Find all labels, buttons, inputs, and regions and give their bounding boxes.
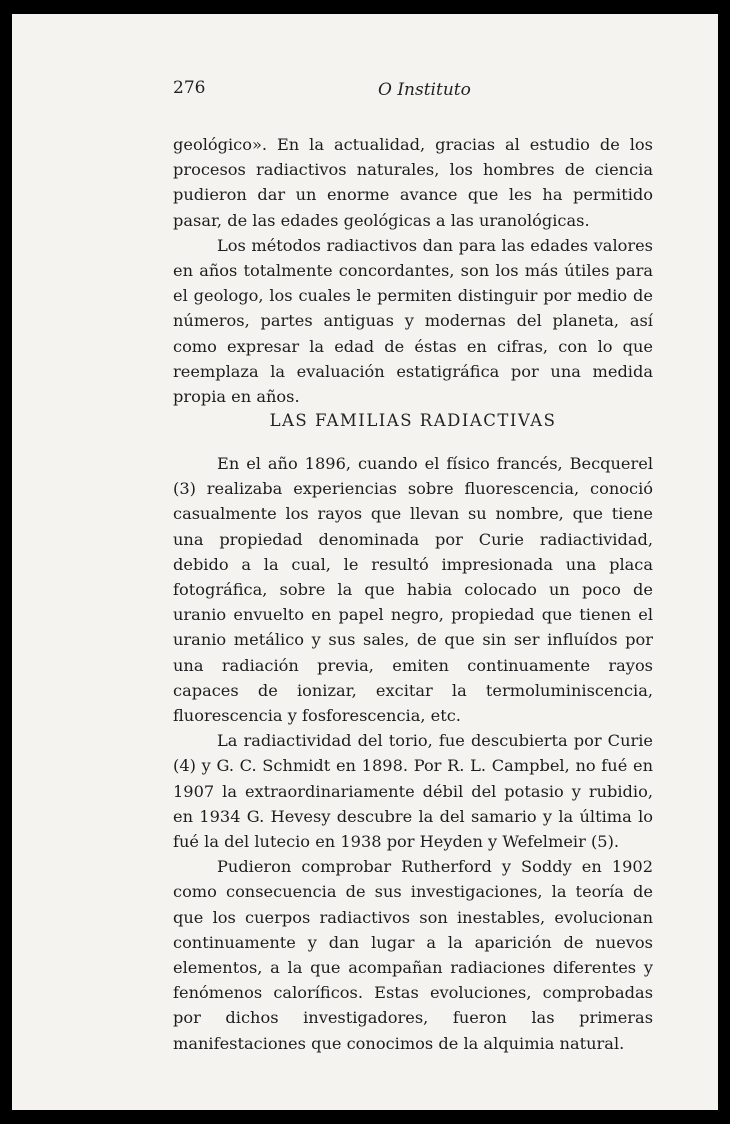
section-title: LAS FAMILIAS RADIACTIVAS xyxy=(269,411,557,430)
intro-text xyxy=(173,132,653,409)
paragraph: geológico». En la actualidad, gracias al estudio de los procesos radiactivos naturales, los hombres de ciencia pudieron dar un enorme avance que les ha permitido pasar, de las edades geológicas a las uranológicas. xyxy=(173,135,653,230)
paragraph: Los métodos radiactivos dan para las edades valores en años totalmente concordantes, son los más útiles para el geologo, los cuales le permiten distinguir por medio de números, partes antiguas y modernas del planeta, así como expresar la edad de éstas en cifras, con lo que reemplaza la evaluación estatigráfica por una medida propia en años. xyxy=(173,235,653,407)
section-text xyxy=(173,451,653,1056)
journal-title: O Instituto xyxy=(378,80,471,100)
scanned-page xyxy=(12,14,718,1110)
paragraph: En el año 1896, cuando el físico francés, Becquerel (3) realizaba experiencias sobre fluorescencia, conoció casualmente los rayos que llevan su nombre, que tiene una propiedad denominada por Curie radiactividad, debido a la cual, le resultó impresionada una placa fotográfica, sobre la que habia colocado un poco de uranio envuelto en papel negro, propiedad que tienen el uranio metálico y sus sales, de que sin ser influídos por una radiación previa, emiten continuamente rayos capaces de ionizar, excitar la termoluminiscencia, fluorescencia y fosforescencia, etc. xyxy=(173,454,653,726)
paragraph: Pudieron comprobar Rutherford y Soddy en 1902 como consecuencia de sus investigaciones, la teoría de que los cuerpos radiactivos son inestables, evolucionan continuamente y dan lugar a la aparición de nuevos elementos, a la que acompañan radiaciones diferentes y fenómenos caloríficos. Estas evoluciones, comprobadas por dichos investigadores, fueron las primeras manifestaciones que conocimos de la alquimia natural. xyxy=(173,857,653,1053)
page-number: 276 xyxy=(173,78,206,98)
paragraph: La radiactividad del torio, fue descubierta por Curie (4) y G. C. Schmidt en 1898. Por R. L. Campbel, no fué en 1907 la extraordinariamente débil del potasio y rubidio, en 1934 G. Hevesy descubre la del samario y la última lo fué la del lutecio en 1938 por Heyden y Wefelmeir (5). xyxy=(173,731,653,852)
